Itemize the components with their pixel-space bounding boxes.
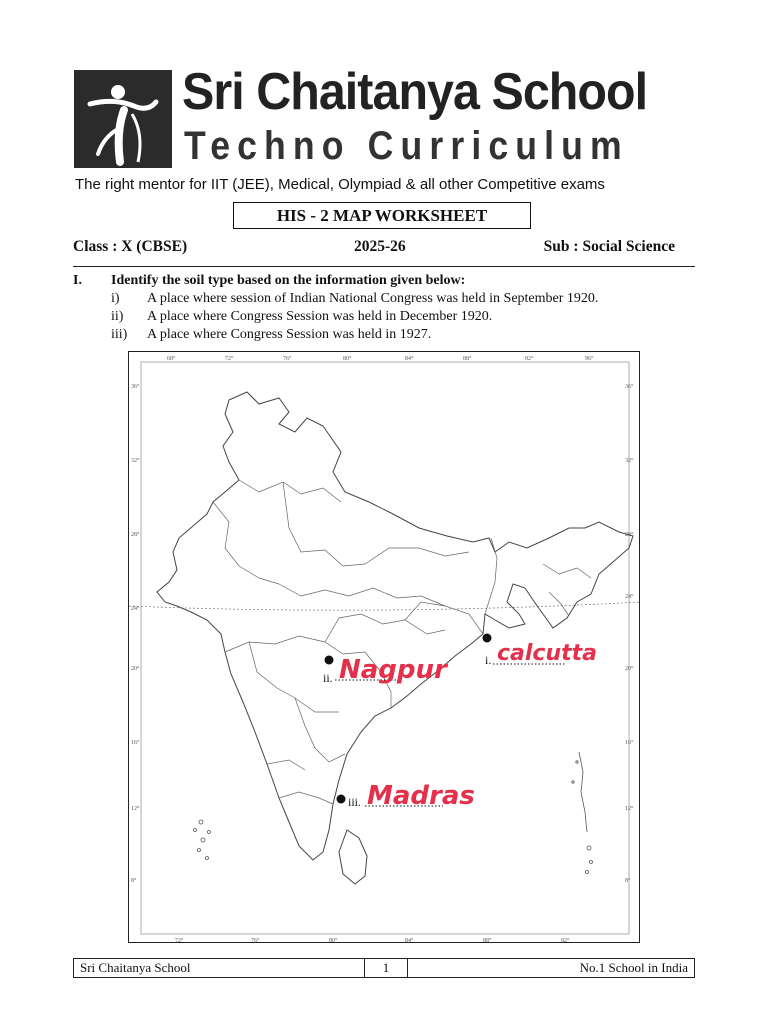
tick-label: 24° bbox=[131, 606, 140, 612]
marker-i bbox=[483, 634, 598, 668]
curriculum-name: Techno Curriculum bbox=[184, 124, 629, 168]
tick-label: 72° bbox=[225, 356, 234, 362]
tick-label: 36° bbox=[131, 384, 140, 390]
info-row bbox=[73, 238, 695, 258]
tick-label: 88° bbox=[463, 356, 472, 362]
tick-label: 12° bbox=[131, 806, 140, 812]
sub-question-roman: iii) bbox=[111, 327, 128, 342]
marker-label: ii. bbox=[323, 671, 333, 685]
tick-label: 36° bbox=[625, 384, 634, 390]
top-tick-labels bbox=[167, 355, 594, 362]
tick-label: 80° bbox=[329, 938, 338, 944]
footer-school: Sri Chaitanya School bbox=[80, 960, 191, 975]
sub-question-text: A place where Congress Session was held in December 1920. bbox=[147, 309, 493, 324]
left-tick-labels bbox=[131, 383, 140, 884]
tick-label: 16° bbox=[625, 740, 634, 746]
tick-label: 92° bbox=[525, 356, 534, 362]
sub-question-roman: i) bbox=[111, 291, 120, 306]
map-drawing bbox=[129, 352, 640, 943]
tick-label: 72° bbox=[175, 938, 184, 944]
tick-label: 84° bbox=[405, 356, 414, 362]
tick-label: 8° bbox=[131, 878, 137, 884]
answer-handwritten: Nagpur bbox=[339, 655, 447, 685]
tick-label: 20° bbox=[131, 666, 140, 672]
answer-handwritten: calcutta bbox=[497, 641, 598, 666]
footer-slogan: No.1 School in India bbox=[579, 960, 688, 975]
tick-label: 32° bbox=[625, 458, 634, 464]
marker-label: i. bbox=[485, 653, 492, 667]
sub-question-text: A place where session of Indian National Congress was held in September 1920. bbox=[147, 291, 599, 306]
tropic-of-cancer-line bbox=[129, 602, 640, 610]
right-tick-labels bbox=[625, 383, 634, 884]
tick-label: 84° bbox=[405, 938, 414, 944]
tick-label: 68° bbox=[167, 356, 176, 362]
tick-label: 88° bbox=[483, 938, 492, 944]
school-name: Sri Chaitanya School bbox=[182, 63, 648, 121]
location-dot bbox=[483, 634, 492, 643]
divider bbox=[73, 266, 695, 267]
school-logo bbox=[74, 70, 172, 168]
marker-ii bbox=[323, 655, 449, 685]
tick-label: 8° bbox=[625, 878, 631, 884]
location-dot bbox=[337, 795, 346, 804]
islands bbox=[194, 752, 593, 874]
tick-label: 32° bbox=[131, 458, 140, 464]
tick-label: 92° bbox=[561, 938, 570, 944]
worksheet-title: HIS - 2 MAP WORKSHEET bbox=[233, 202, 531, 229]
page-number: 1 bbox=[364, 959, 408, 977]
question-number: I. bbox=[73, 273, 82, 288]
tagline: The right mentor for IIT (JEE), Medical, Olympiad & all other Competitive exams bbox=[75, 176, 605, 193]
tick-label: 24° bbox=[625, 594, 634, 600]
academic-year: 2025-26 bbox=[354, 238, 406, 255]
question-heading: Identify the soil type based on the information given below: bbox=[111, 273, 466, 288]
answer-handwritten: Madras bbox=[367, 781, 475, 811]
tick-label: 96° bbox=[585, 356, 594, 362]
tick-label: 76° bbox=[283, 356, 292, 362]
india-outline-map bbox=[128, 351, 640, 943]
tick-label: 12° bbox=[625, 806, 634, 812]
tick-label: 20° bbox=[625, 666, 634, 672]
sub-question-text: A place where Congress Session was held in 1927. bbox=[147, 327, 432, 342]
class-label: Class : X (CBSE) bbox=[73, 238, 188, 255]
tick-label: 28° bbox=[131, 532, 140, 538]
tick-label: 80° bbox=[343, 356, 352, 362]
tick-label: 28° bbox=[625, 532, 634, 538]
page-footer bbox=[73, 958, 695, 978]
bottom-tick-labels bbox=[175, 937, 570, 943]
runner-logo-icon bbox=[74, 70, 172, 168]
sub-question-roman: ii) bbox=[111, 309, 124, 324]
marker-iii bbox=[337, 781, 475, 811]
tick-label: 76° bbox=[251, 938, 260, 944]
marker-label: iii. bbox=[348, 795, 362, 809]
location-dot bbox=[325, 656, 334, 665]
subject-label: Sub : Social Science bbox=[543, 238, 675, 255]
tick-label: 16° bbox=[131, 740, 140, 746]
sri-lanka-outline bbox=[339, 830, 367, 884]
